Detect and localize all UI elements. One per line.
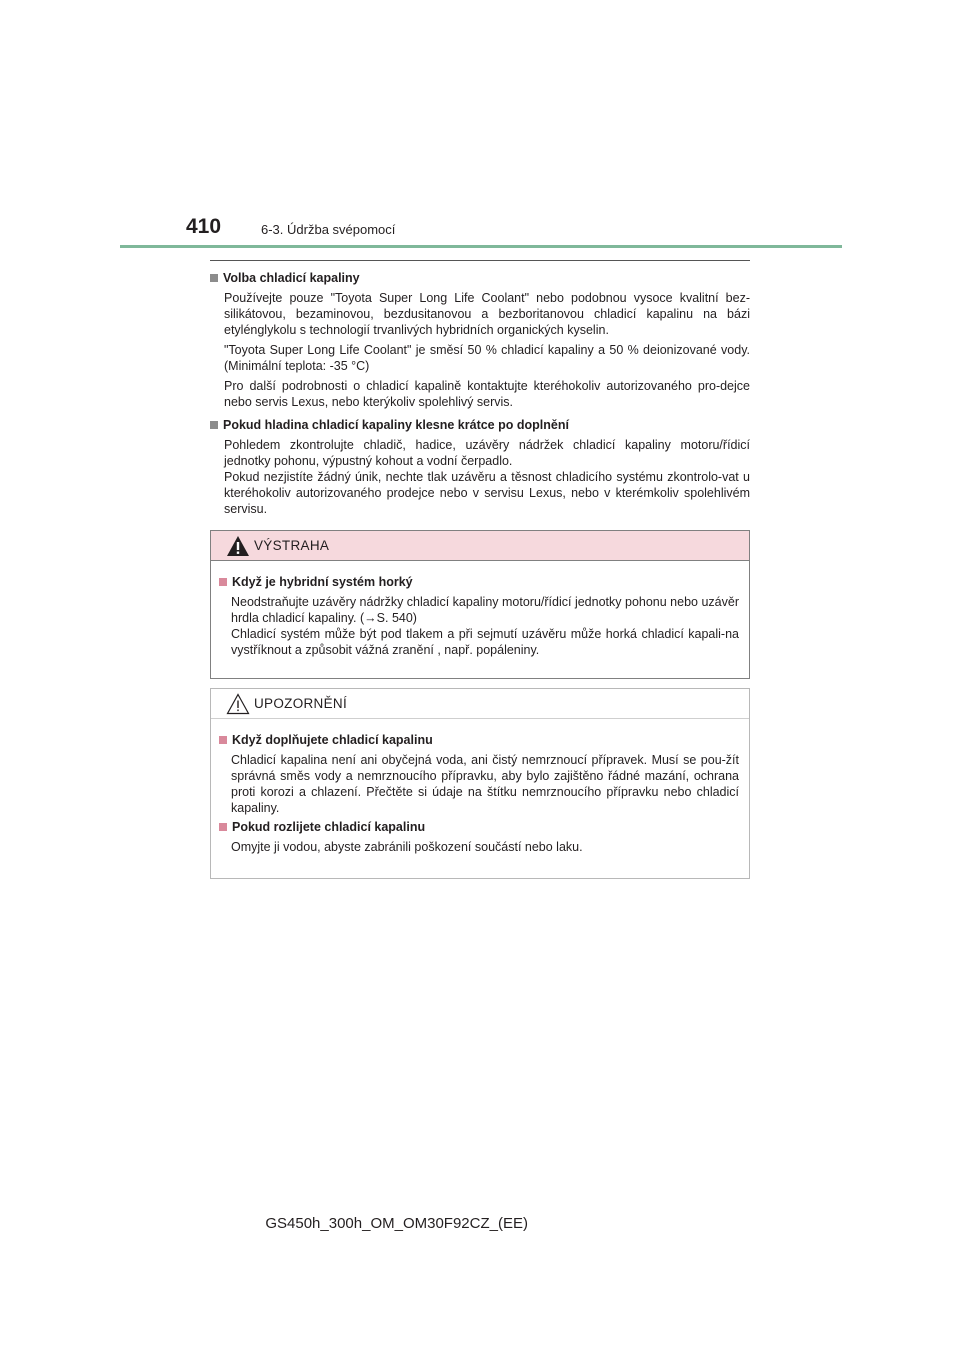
footer-doc-code: GS450h_300h_OM_OM30F92CZ_(EE)	[265, 1215, 528, 1232]
paragraph: Používejte pouze "Toyota Super Long Life Coolant" nebo podobnou vysoce kvalitní bez-silikátovou, bezaminovou, bezdusitanovou a bezboritanovou chladicí kapalinu na bázi etylénglykolu s technologií trvanlivých hybridních organických kyselin.	[224, 291, 750, 337]
notice-item-heading	[219, 733, 739, 747]
section-heading	[210, 271, 750, 285]
warning-header	[211, 531, 749, 561]
warning-triangle-outline-icon	[226, 693, 250, 715]
main-content	[210, 260, 750, 521]
warning-body	[211, 561, 749, 658]
section-coolant-choice	[210, 271, 750, 410]
square-bullet-icon	[219, 578, 227, 586]
page-header	[120, 212, 842, 248]
section-heading-text: Pokud hladina chladicí kapaliny klesne krátce po doplnění	[223, 418, 569, 432]
section-heading-text: Volba chladicí kapaliny	[223, 271, 360, 285]
square-bullet-icon	[210, 274, 218, 282]
warning-item-heading	[219, 575, 739, 589]
page-number: 410	[186, 215, 222, 238]
warning-triangle-filled-icon	[226, 535, 250, 557]
section-coolant-level-drop	[210, 418, 750, 517]
paragraph: Pro další podrobnosti o chladicí kapalině kontaktujte kteréhokoliv autorizovaného pro-dejce nebo servis Lexus, nebo kterýkoliv spolehlivý servis.	[224, 379, 750, 409]
square-bullet-icon	[210, 421, 218, 429]
paragraph: Pohledem zkontrolujte chladič, hadice, uzávěry nádržek chladicí kapaliny motoru/řídicí jednotky pohonu, výpustný kohout a vodní čerpadlo.	[224, 438, 750, 468]
notice-box	[210, 688, 750, 879]
paragraph: Neodstraňujte uzávěry nádržky chladicí kapaliny motoru/řídicí jednotky pohonu nebo uzávěr hrdla chladicí kapaliny. (→S. 540)	[231, 595, 739, 625]
warning-label: VÝSTRAHA	[254, 538, 330, 553]
section-heading	[210, 418, 750, 432]
paragraph: Omyjte ji vodou, abyste zabránili poškození součástí nebo laku.	[231, 840, 583, 854]
paragraph: Chladicí kapalina není ani obyčejná voda, ani čistý nemrznoucí přípravek. Musí se pou-žít správná směs vody a nemrznoucího přípravku, aby bylo zajištěno řádné mazání, ochrana proti korozi a chlazení. Přečtěte si údaje na štítku nemrznoucího přípravku nebo chladicí kapaliny.	[231, 753, 739, 815]
notice-item-heading-text: Když doplňujete chladicí kapalinu	[232, 733, 433, 747]
warning-box	[210, 530, 750, 679]
content-top-rule	[210, 260, 750, 261]
paragraph: Chladicí systém může být pod tlakem a při sejmutí uzávěru může horká chladicí kapali-na vystříknout a způsobit vážná zranění , např. popáleniny.	[231, 627, 739, 657]
notice-header	[211, 689, 749, 719]
notice-item-heading	[219, 820, 739, 834]
notice-body	[211, 719, 749, 855]
notice-label: UPOZORNĚNÍ	[254, 696, 348, 711]
square-bullet-icon	[219, 823, 227, 831]
paragraph: "Toyota Super Long Life Coolant" je směsí 50 % chladicí kapaliny a 50 % deionizované vody. (Minimální teplota: -35 °C)	[224, 343, 750, 373]
warning-item-heading-text: Když je hybridní systém horký	[232, 575, 413, 589]
header-rule	[120, 245, 842, 248]
square-bullet-icon	[219, 736, 227, 744]
section-title: 6-3. Údržba svépomocí	[261, 222, 396, 237]
paragraph: Pokud nezjistíte žádný únik, nechte tlak uzávěru a těsnost chladicího systému zkontrolo-vat u kteréhokoliv autorizovaného prodejce nebo v servisu Lexus, nebo v kterémkoliv spolehlivém servisu.	[224, 470, 750, 516]
notice-item-heading-text: Pokud rozlijete chladicí kapalinu	[232, 820, 426, 834]
